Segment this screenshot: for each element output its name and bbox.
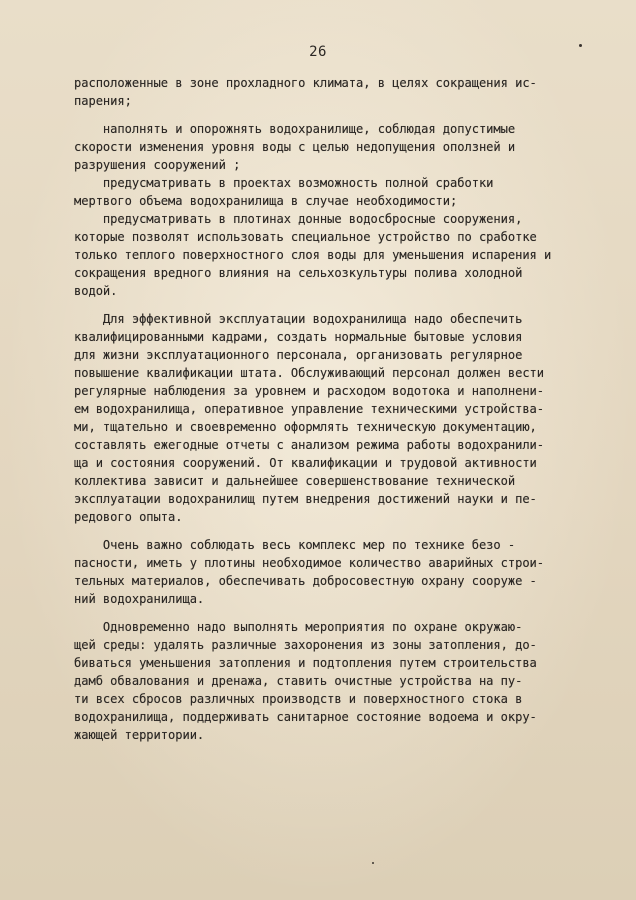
ink-speck [579, 44, 582, 47]
typewritten-text-body [74, 74, 594, 744]
text-line: жающей территории. [74, 728, 205, 742]
page-number: 26 [309, 44, 327, 60]
text-line: для жизни эксплуатационного персонала, организовать регулярное [74, 348, 523, 362]
text-line: составлять ежегодные отчеты с анализом режима работы водохранили- [74, 438, 545, 452]
text-line: предусматривать в проектах возможность полной сработки [74, 176, 494, 190]
text-line: повышение квалификации штата. Обслуживающий персонал должен вести [74, 366, 545, 380]
paragraph-gap [74, 110, 594, 120]
text-line: эксплуатации водохранилищ путем внедрения достижений науки и пе- [74, 492, 537, 506]
text-line: расположенные в зоне прохладного климата, в целях сокращения ис- [74, 76, 537, 90]
paragraph-gap [74, 608, 594, 618]
text-line: скорости изменения уровня воды с целью недопущения оползней и [74, 140, 516, 154]
paragraph-gap [74, 300, 594, 310]
text-line: коллектива зависит и дальнейшее совершенствование технической [74, 474, 516, 488]
text-line: водохранилища, поддерживать санитарное состояние водоема и окру- [74, 710, 537, 724]
text-line: которые позволят использовать специальное устройство по сработке [74, 230, 537, 244]
paragraph [74, 618, 594, 744]
paragraph-gap [74, 526, 594, 536]
text-line: парения; [74, 94, 132, 108]
paragraph [74, 310, 594, 526]
paragraph [74, 174, 594, 300]
text-line: квалифицированными кадрами, создать нормальные бытовые условия [74, 330, 523, 344]
text-line: ем водохранилища, оперативное управление техническими устройства- [74, 402, 545, 416]
text-line: пасности, иметь у плотины необходимое количество аварийных строи- [74, 556, 545, 570]
text-line: редового опыта. [74, 510, 183, 524]
paragraph [74, 536, 594, 608]
text-line: наполнять и опорожнять водохранилище, соблюдая допустимые [74, 122, 516, 136]
text-line: биваться уменьшения затопления и подтопления путем строительства [74, 656, 537, 670]
text-line: Очень важно соблюдать весь комплекс мер по технике безо - [74, 538, 516, 552]
text-line: ний водохранилища. [74, 592, 205, 606]
paragraph [74, 74, 594, 110]
text-line: сокращения вредного влияния на сельхозкультуры полива холодной [74, 266, 523, 280]
text-line: разрушения сооружений ; [74, 158, 241, 172]
text-line: мертвого объема водохранилища в случае необходимости; [74, 194, 458, 208]
text-line: Для эффективной эксплуатации водохранилища надо обеспечить [74, 312, 523, 326]
text-line: ми, тщательно и своевременно оформлять техническую документацию, [74, 420, 537, 434]
text-line: тельных материалов, обеспечивать добросовестную охрану сооруже - [74, 574, 537, 588]
text-line: ща и состояния сооружений. От квалификации и трудовой активности [74, 456, 537, 470]
text-line: Одновременно надо выполнять мероприятия по охране окружаю- [74, 620, 523, 634]
text-line: дамб обвалования и дренажа, ставить очистные устройства на пу- [74, 674, 523, 688]
text-line: только теплого поверхностного слоя воды для уменьшения испарения и [74, 248, 552, 262]
paragraph [74, 120, 594, 174]
ink-speck [372, 862, 374, 864]
text-line: водой. [74, 284, 118, 298]
text-line: щей среды: удалять различные захоронения из зоны затопления, до- [74, 638, 537, 652]
text-line: ти всех сбросов различных производств и поверхностного стока в [74, 692, 523, 706]
text-line: предусматривать в плотинах донные водосбросные сооружения, [74, 212, 523, 226]
text-line: регулярные наблюдения за уровнем и расходом водотока и наполнени- [74, 384, 545, 398]
